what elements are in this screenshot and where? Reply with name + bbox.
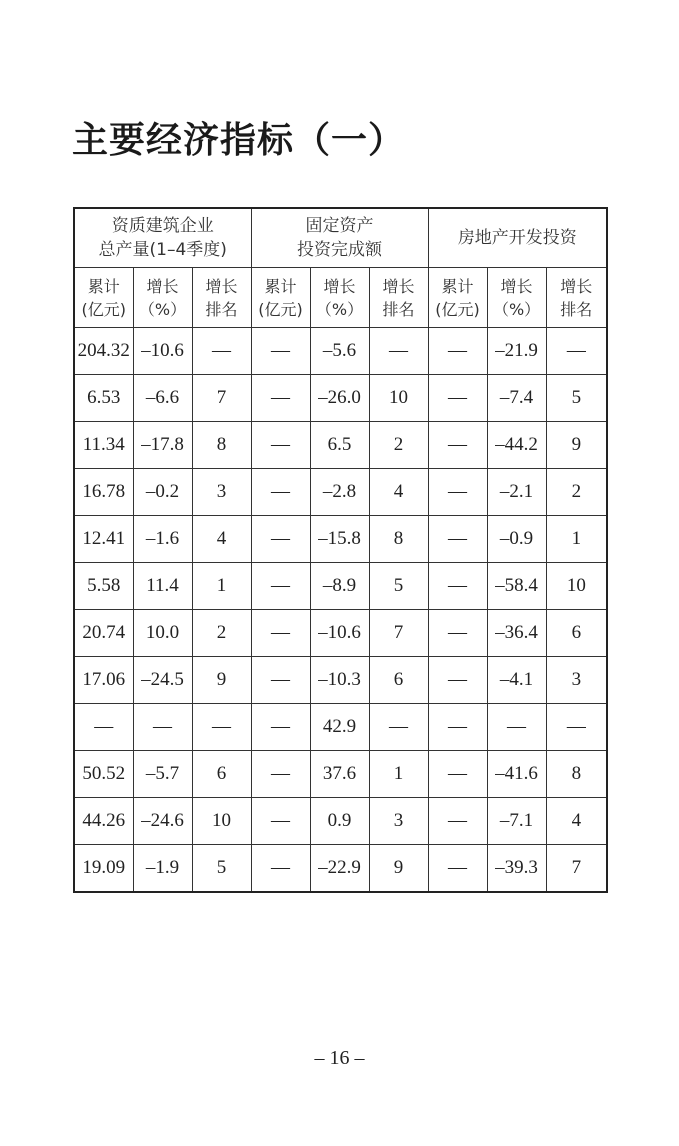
table-cell: 6 — [546, 610, 607, 657]
table-cell: –10.3 — [310, 657, 369, 704]
table-cell: — — [251, 798, 310, 845]
table-cell: –24.6 — [133, 798, 192, 845]
table-cell: 8 — [192, 422, 251, 469]
table-cell: 1 — [192, 563, 251, 610]
table-cell: 2 — [192, 610, 251, 657]
table-cell: –41.6 — [487, 751, 546, 798]
table-cell: — — [487, 704, 546, 751]
table-cell: –7.4 — [487, 375, 546, 422]
table-cell: –22.9 — [310, 845, 369, 893]
table-cell: 8 — [369, 516, 428, 563]
sub-header-cell: 增长 排名 — [192, 268, 251, 328]
table-cell: 4 — [192, 516, 251, 563]
table-cell: — — [428, 798, 487, 845]
table-cell: –17.8 — [133, 422, 192, 469]
table-cell: 7 — [192, 375, 251, 422]
sub-header-cell: 增长 （%） — [487, 268, 546, 328]
table-cell: –0.2 — [133, 469, 192, 516]
sub-header-cell: 增长 （%） — [310, 268, 369, 328]
table-cell: –6.6 — [133, 375, 192, 422]
table-cell: 17.06 — [74, 657, 133, 704]
table-cell: –10.6 — [310, 610, 369, 657]
table-cell: 42.9 — [310, 704, 369, 751]
table-cell: — — [192, 704, 251, 751]
table-cell: — — [546, 704, 607, 751]
table-cell: — — [251, 328, 310, 375]
table-cell: 6.53 — [74, 375, 133, 422]
table-cell: 6 — [192, 751, 251, 798]
table-cell: –24.5 — [133, 657, 192, 704]
table-cell: 5 — [369, 563, 428, 610]
table-cell: 5 — [546, 375, 607, 422]
table-cell: 0.9 — [310, 798, 369, 845]
table-cell: 9 — [546, 422, 607, 469]
table-cell: –26.0 — [310, 375, 369, 422]
table-cell: 12.41 — [74, 516, 133, 563]
table-cell: 204.32 — [74, 328, 133, 375]
table-cell: 4 — [369, 469, 428, 516]
table-cell: 3 — [369, 798, 428, 845]
sub-header-cell: 增长 排名 — [369, 268, 428, 328]
table-cell: 7 — [546, 845, 607, 893]
table-cell: 5.58 — [74, 563, 133, 610]
table-cell: –10.6 — [133, 328, 192, 375]
table-cell: –39.3 — [487, 845, 546, 893]
table-row — [74, 704, 607, 751]
table-cell: –8.9 — [310, 563, 369, 610]
table-cell: — — [251, 516, 310, 563]
table-cell: — — [251, 704, 310, 751]
table-cell: — — [369, 704, 428, 751]
table-row — [74, 798, 607, 845]
group-header-fixed-asset-investment: 固定资产 投资完成额 — [251, 208, 428, 268]
table-cell: — — [428, 328, 487, 375]
table-cell: –2.1 — [487, 469, 546, 516]
sub-header-cell: 累计 (亿元) — [428, 268, 487, 328]
sub-header-cell: 累计 (亿元) — [74, 268, 133, 328]
table-cell: 44.26 — [74, 798, 133, 845]
table-cell: — — [428, 375, 487, 422]
table-cell: 2 — [546, 469, 607, 516]
table-cell: — — [428, 469, 487, 516]
table-cell: 9 — [192, 657, 251, 704]
table-row — [74, 328, 607, 375]
table-cell: –21.9 — [487, 328, 546, 375]
table-cell: 19.09 — [74, 845, 133, 893]
table-cell: — — [251, 845, 310, 893]
table-cell: –36.4 — [487, 610, 546, 657]
table-cell: — — [192, 328, 251, 375]
table-cell: — — [251, 375, 310, 422]
table-cell: — — [369, 328, 428, 375]
table-row — [74, 516, 607, 563]
table-cell: 1 — [546, 516, 607, 563]
table-cell: — — [251, 751, 310, 798]
group-header-construction: 资质建筑企业 总产量(1–4季度) — [74, 208, 251, 268]
table-cell: — — [428, 516, 487, 563]
table-cell: 7 — [369, 610, 428, 657]
table-cell: — — [251, 469, 310, 516]
table-cell: –58.4 — [487, 563, 546, 610]
group-header-real-estate-investment: 房地产开发投资 — [428, 208, 607, 268]
table-cell: 1 — [369, 751, 428, 798]
table-cell: 8 — [546, 751, 607, 798]
table-cell: –4.1 — [487, 657, 546, 704]
table-cell: 10 — [192, 798, 251, 845]
table-cell: –1.6 — [133, 516, 192, 563]
table-cell: 5 — [192, 845, 251, 893]
table-cell: –1.9 — [133, 845, 192, 893]
table-cell: — — [251, 610, 310, 657]
table-cell: 11.34 — [74, 422, 133, 469]
table-cell: 11.4 — [133, 563, 192, 610]
table-cell: –0.9 — [487, 516, 546, 563]
table-cell: 3 — [192, 469, 251, 516]
table-cell: 16.78 — [74, 469, 133, 516]
table-cell: 4 — [546, 798, 607, 845]
page-title: 主要经济指标（一） — [72, 119, 406, 161]
sub-header-row — [74, 268, 607, 328]
group-header-row — [74, 208, 607, 268]
table-cell: 3 — [546, 657, 607, 704]
table-row — [74, 610, 607, 657]
table-cell: 6 — [369, 657, 428, 704]
table-cell: — — [428, 610, 487, 657]
table-cell: 20.74 — [74, 610, 133, 657]
table-cell: — — [428, 563, 487, 610]
table-cell: — — [74, 704, 133, 751]
table-cell: 10 — [546, 563, 607, 610]
table-cell: –15.8 — [310, 516, 369, 563]
table-cell: — — [251, 657, 310, 704]
table-row — [74, 375, 607, 422]
table-cell: — — [428, 704, 487, 751]
table-cell: –44.2 — [487, 422, 546, 469]
table-cell: — — [546, 328, 607, 375]
sub-header-cell: 增长 （%） — [133, 268, 192, 328]
table-body — [74, 328, 607, 893]
table-row — [74, 845, 607, 893]
table-cell: 10 — [369, 375, 428, 422]
table-row — [74, 469, 607, 516]
economic-indicators-table — [73, 207, 608, 893]
table-cell: 50.52 — [74, 751, 133, 798]
sub-header-cell: 累计 (亿元) — [251, 268, 310, 328]
table-cell: — — [251, 563, 310, 610]
table-row — [74, 422, 607, 469]
table-cell: –5.7 — [133, 751, 192, 798]
table-cell: 10.0 — [133, 610, 192, 657]
table-row — [74, 751, 607, 798]
table-cell: — — [133, 704, 192, 751]
table-cell: 6.5 — [310, 422, 369, 469]
table-cell: 37.6 — [310, 751, 369, 798]
table-row — [74, 657, 607, 704]
sub-header-cell: 增长 排名 — [546, 268, 607, 328]
page-number: – 16 – — [314, 1047, 365, 1069]
table-row — [74, 563, 607, 610]
table-cell: –7.1 — [487, 798, 546, 845]
table-cell: 9 — [369, 845, 428, 893]
table-cell: 2 — [369, 422, 428, 469]
table-cell: — — [428, 845, 487, 893]
table-cell: — — [428, 422, 487, 469]
table-cell: — — [428, 751, 487, 798]
table-cell: — — [428, 657, 487, 704]
table-cell: –5.6 — [310, 328, 369, 375]
table-cell: — — [251, 422, 310, 469]
table-cell: –2.8 — [310, 469, 369, 516]
